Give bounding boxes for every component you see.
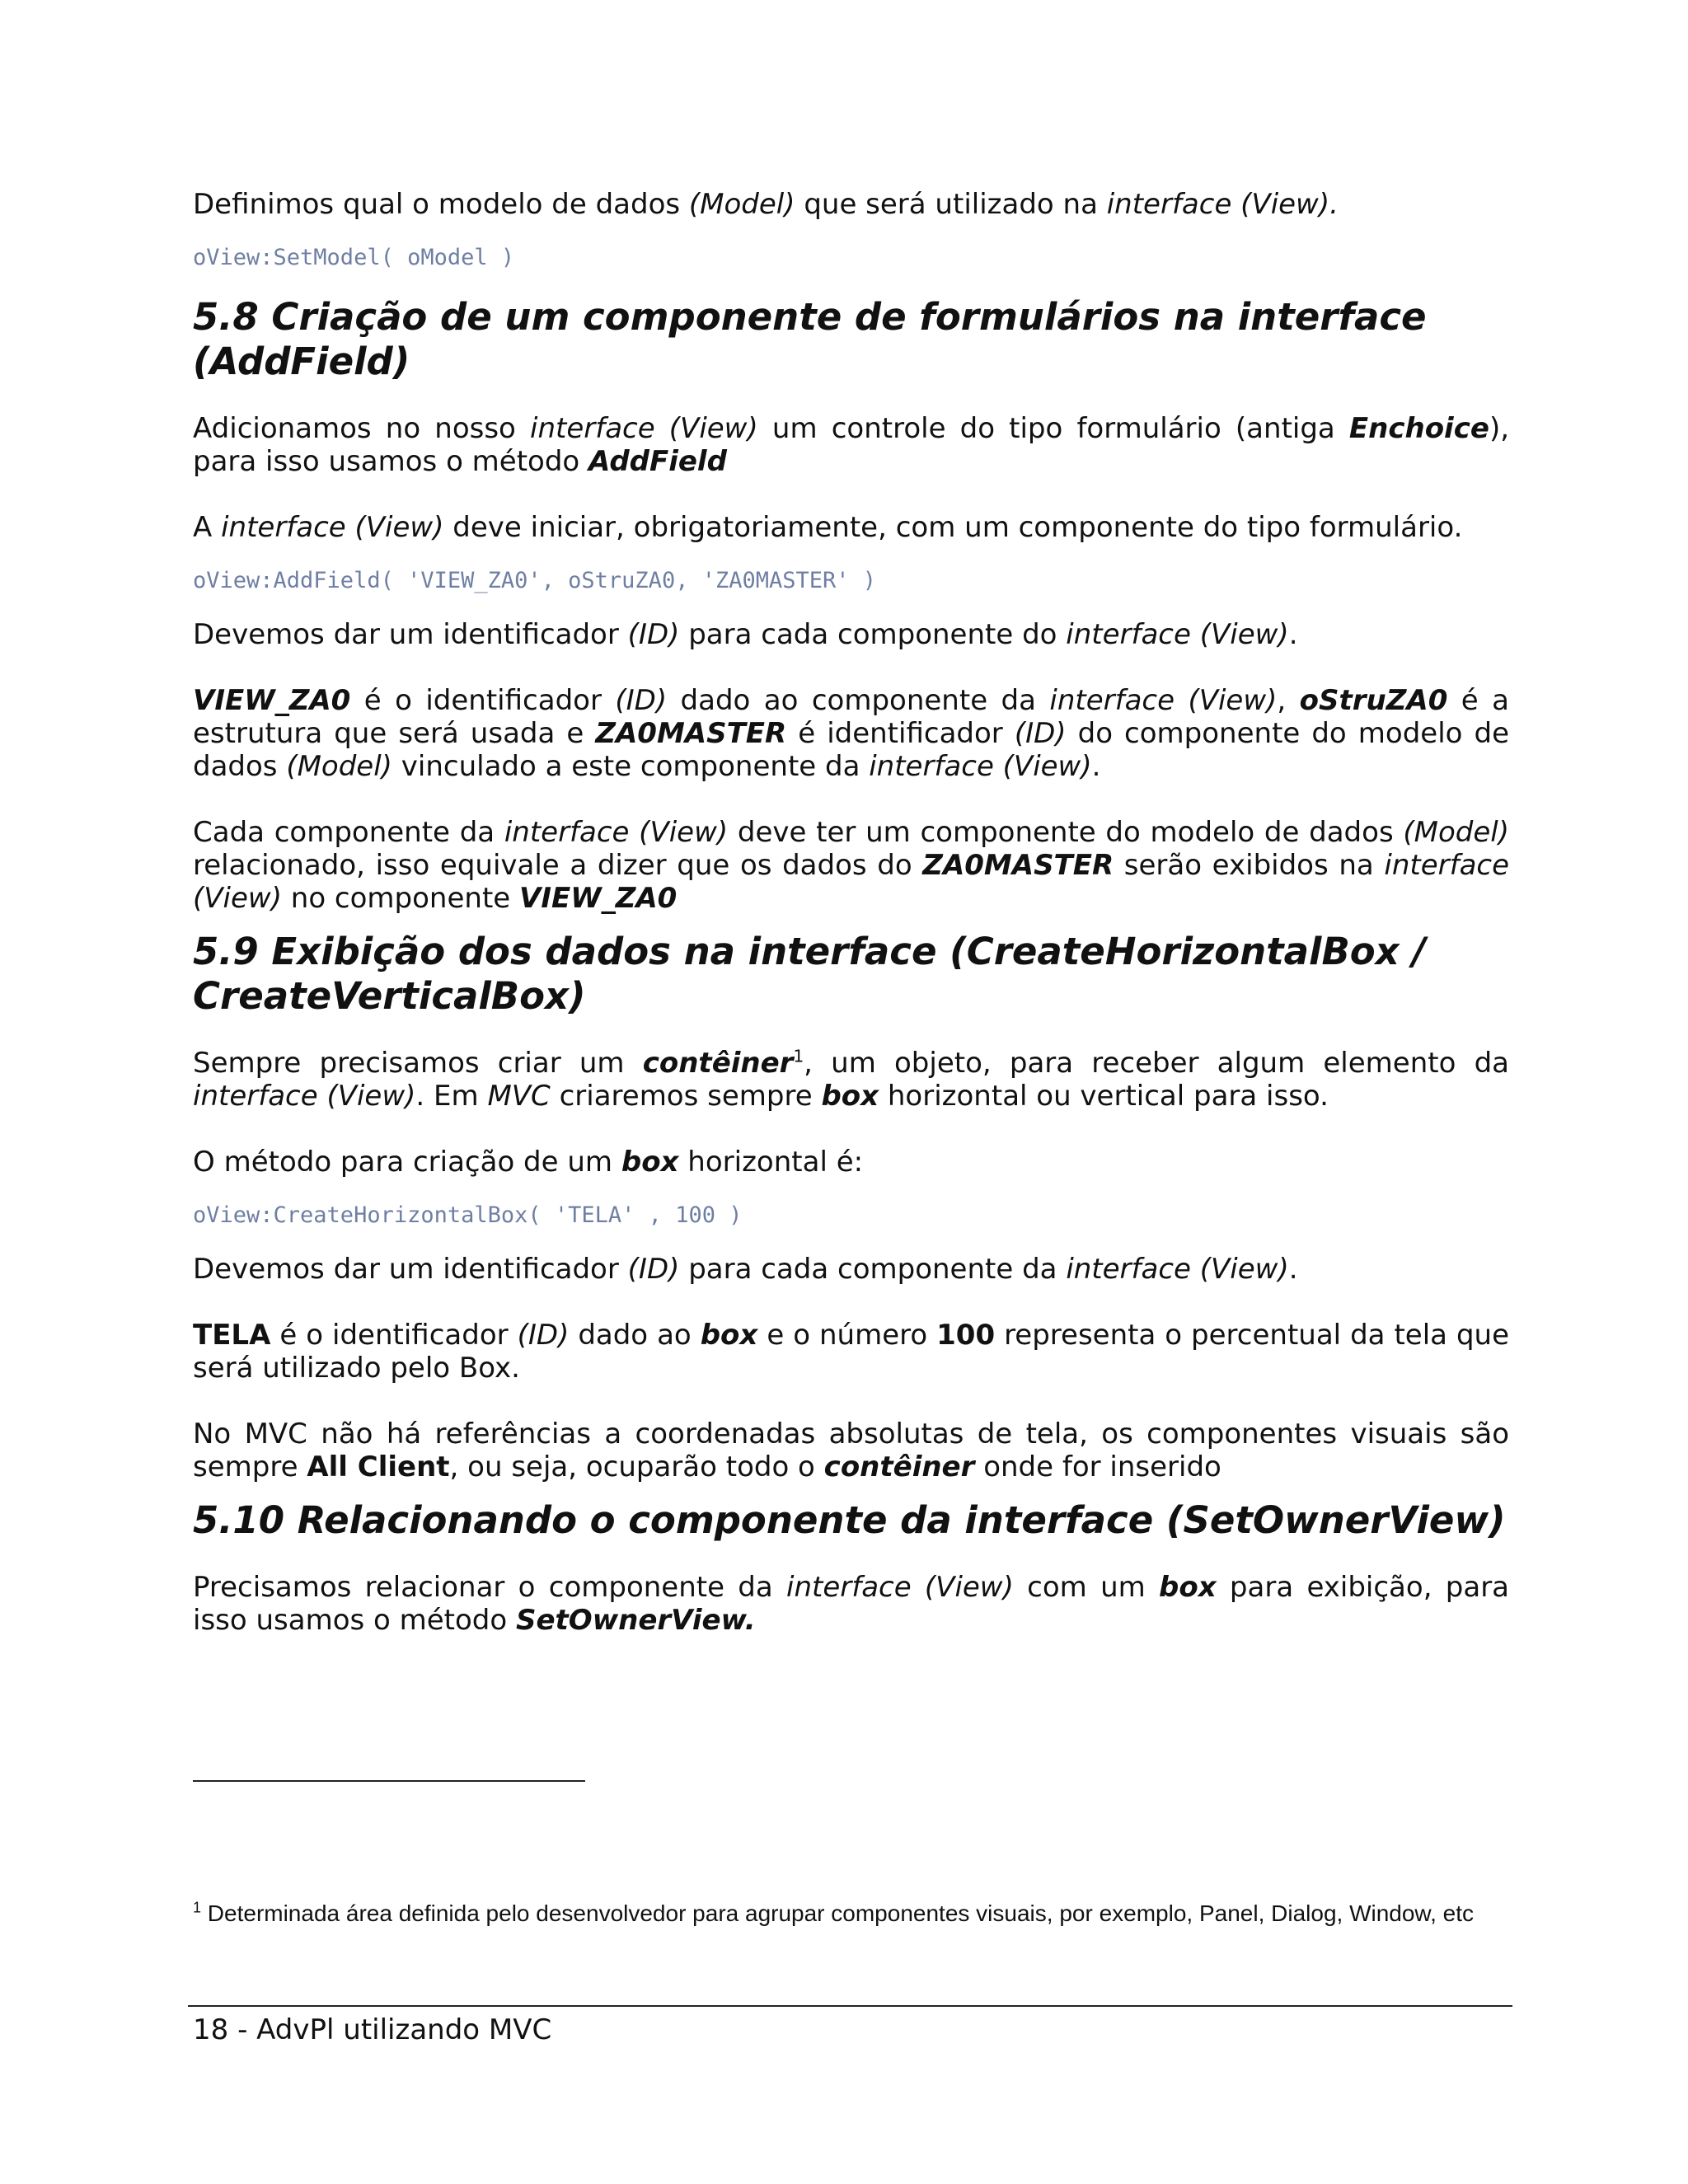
heading-5-10: 5.10 Relacionando o componente da interface (SetOwnerView) [193,1498,1506,1542]
footnote-text: Determinada área definida pelo desenvolvedor para agrupar componentes visuais, por exemplo, Panel, Dialog, Window, etc [201,1900,1475,1926]
footnote-mark: 1 [193,1899,202,1916]
footnote-separator [193,1780,585,1782]
code-add-field: oView:AddField( 'VIEW_ZA0', oStruZA0, 'ZA0MASTER' ) [193,568,877,593]
paragraph-container: Sempre precisamos criar um contêiner$^1$, um objeto, para receber algum elemento da interface (View). Em MVC criaremos sempre box horizontal ou vertical para isso. [193,1046,1509,1113]
paragraph-identifier-view-2: Devemos dar um identificador (ID) para cada componente da interface (View). [193,1253,1298,1286]
paragraph-all-client: No MVC não há referências a coordenadas absolutas de tela, os componentes visuais são sempre All Client, ou seja, ocuparão todo o contêiner onde for inserido [193,1418,1509,1483]
footnote [193,1897,1509,1930]
paragraph-component-relation: Cada componente da interface (View) deve ter um componente do modelo de dados (Model) relacionado, isso equivale a dizer que os dados do ZA0MASTER serão exibidos na interface (View) no componente VIEW_ZA0 [193,816,1510,915]
paragraph-set-model: Definimos qual o modelo de dados (Model) que será utilizado na interface (View). [193,188,1339,221]
page-content [193,188,1509,1670]
heading-5-8: 5.8 Criação de um componente de formulários na interface (AddField) [193,295,1427,383]
paragraph-view-za0: VIEW_ZA0 é o identificador (ID) dado ao componente da interface (View), oStruZA0 é a estrutura que será usada e ZA0MASTER é identificador (ID) do componente do modelo de dados (Model) vinculado a este componente da interface (View). [193,684,1509,783]
paragraph-addfield-required: A interface (View) deve iniciar, obrigatoriamente, com um componente do tipo formulário. [193,511,1463,544]
code-create-horizontal-box: oView:CreateHorizontalBox( 'TELA' , 100 ) [193,1202,743,1228]
heading-5-9: 5.9 Exibição dos dados na interface (CreateHorizontalBox / CreateVerticalBox) [193,930,1426,1018]
paragraph-identifier-view: Devemos dar um identificador (ID) para cada componente do interface (View). [193,618,1298,651]
code-set-model: oView:SetModel( oModel ) [193,245,515,270]
paragraph-set-owner-view: Precisamos relacionar o componente da interface (View) com um box para exibição, para isso usamos o método SetOwnerView. [193,1571,1510,1637]
paragraph-horizontal-box-method: O método para criação de um box horizontal é: [193,1146,864,1179]
footer-rule [188,2005,1512,2007]
paragraph-addfield-intro: Adicionamos no nosso interface (View) um controle do tipo formulário (antiga Enchoice), para isso usamos o método AddField [193,412,1510,478]
footnote-reference: 1 [793,1046,804,1066]
paragraph-tela: TELA é o identificador (ID) dado ao box e o número 100 representa o percentual da tela que será utilizado pelo Box. [193,1319,1510,1385]
page-footer: 18 - AdvPl utilizando MVC [193,2013,552,2046]
